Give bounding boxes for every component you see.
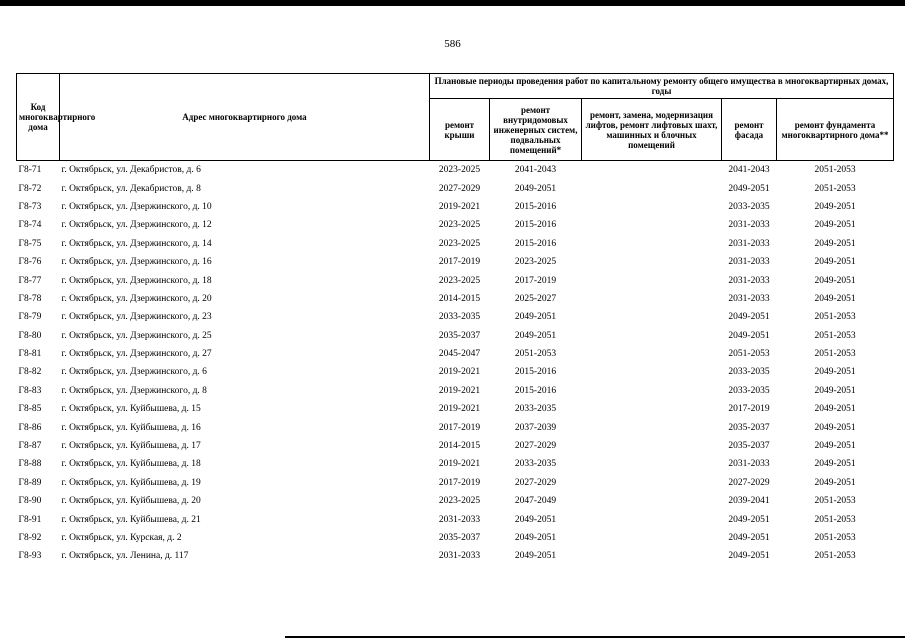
cell-facade: 2017-2019 xyxy=(728,404,770,415)
cell-systems: 2041-2043 xyxy=(514,165,557,176)
cell-address: г. Октябрьск, ул. Куйбышева, д. 15 xyxy=(61,404,201,415)
cell-roof: 2023-2025 xyxy=(438,275,481,286)
cell-code: Г8-83 xyxy=(18,385,42,396)
cell-elevators xyxy=(582,382,722,400)
cell-facade: 2049-2051 xyxy=(728,330,770,341)
table-row xyxy=(17,198,894,216)
cell-address: г. Октябрьск, ул. Дзержинского, д. 27 xyxy=(61,349,212,360)
cell-elevators xyxy=(582,345,722,363)
table-row xyxy=(17,179,894,197)
cell-facade: 2049-2051 xyxy=(728,183,770,194)
cell-foundation: 2051-2053 xyxy=(814,514,856,525)
cell-roof: 2033-2035 xyxy=(438,312,481,323)
cell-roof: 2023-2025 xyxy=(438,496,481,507)
cell-address: г. Октябрьск, ул. Дзержинского, д. 6 xyxy=(61,367,207,378)
cell-elevators xyxy=(582,216,722,234)
cell-roof: 2019-2021 xyxy=(438,201,481,212)
table-row xyxy=(17,492,894,510)
table-row xyxy=(17,327,894,345)
cell-facade: 2031-2033 xyxy=(728,293,770,304)
table-row xyxy=(17,474,894,492)
cell-code: Г8-78 xyxy=(18,293,42,304)
header-periods: Плановые периоды проведения работ по капитальному ремонту общего имущества в многоквартирных домах, годы xyxy=(430,74,894,99)
header-systems: ремонт внутридомовых инженерных систем, подвальных помещений* xyxy=(490,99,582,161)
cell-roof: 2027-2029 xyxy=(438,183,481,194)
cell-code: Г8-88 xyxy=(18,459,42,470)
cell-code: Г8-79 xyxy=(18,312,42,323)
cell-address: г. Октябрьск, ул. Дзержинского, д. 18 xyxy=(61,275,212,286)
cell-systems: 2025-2027 xyxy=(514,293,557,304)
cell-foundation: 2049-2051 xyxy=(814,257,856,268)
cell-address: г. Октябрьск, ул. Куйбышева, д. 20 xyxy=(61,496,201,507)
cell-address: г. Октябрьск, ул. Дзержинского, д. 12 xyxy=(61,220,212,231)
cell-roof: 2014-2015 xyxy=(438,293,481,304)
cell-systems: 2015-2016 xyxy=(514,220,557,231)
cell-roof: 2019-2021 xyxy=(438,404,481,415)
cell-code: Г8-82 xyxy=(18,367,42,378)
cell-elevators xyxy=(582,235,722,253)
cell-address: г. Октябрьск, ул. Дзержинского, д. 25 xyxy=(61,330,212,341)
table-row xyxy=(17,253,894,271)
cell-elevators xyxy=(582,510,722,528)
cell-address: г. Октябрьск, ул. Курская, д. 2 xyxy=(61,533,182,543)
cell-foundation: 2049-2051 xyxy=(814,201,856,212)
table-row xyxy=(17,382,894,400)
cell-elevators xyxy=(582,161,722,180)
header-address: Адрес многоквартирного дома xyxy=(60,74,430,161)
table-row xyxy=(17,161,894,180)
cell-address: г. Октябрьск, ул. Дзержинского, д. 8 xyxy=(61,385,207,396)
cell-address: г. Октябрьск, ул. Дзержинского, д. 16 xyxy=(61,257,212,268)
cell-code: Г8-93 xyxy=(18,551,42,562)
table-row xyxy=(17,216,894,234)
cell-elevators xyxy=(582,437,722,455)
cell-code: Г8-86 xyxy=(18,422,42,433)
cell-foundation: 2051-2053 xyxy=(814,183,856,194)
table-row xyxy=(17,529,894,547)
cell-systems: 2027-2029 xyxy=(514,477,557,488)
top-rule xyxy=(0,0,905,6)
cell-systems: 2015-2016 xyxy=(514,201,557,212)
table-body xyxy=(17,161,894,566)
header-foundation: ремонт фундамента многоквартирного дома** xyxy=(777,99,894,161)
cell-elevators xyxy=(582,547,722,565)
table-row xyxy=(17,345,894,363)
cell-facade: 2035-2037 xyxy=(728,422,770,433)
table-row xyxy=(17,547,894,565)
cell-elevators xyxy=(582,492,722,510)
cell-facade: 2049-2051 xyxy=(728,551,770,562)
cell-roof: 2035-2037 xyxy=(438,330,481,341)
cell-roof: 2014-2015 xyxy=(438,441,481,452)
table-row xyxy=(17,510,894,528)
table-row xyxy=(17,308,894,326)
cell-foundation: 2051-2053 xyxy=(814,165,856,176)
cell-elevators xyxy=(582,400,722,418)
cell-roof: 2023-2025 xyxy=(438,165,481,176)
cell-address: г. Октябрьск, ул. Куйбышева, д. 21 xyxy=(61,514,201,525)
cell-facade: 2049-2051 xyxy=(728,533,770,543)
cell-facade: 2035-2037 xyxy=(728,441,770,452)
cell-address: г. Октябрьск, ул. Куйбышева, д. 16 xyxy=(61,422,201,433)
cell-code: Г8-92 xyxy=(18,533,42,543)
cell-foundation: 2049-2051 xyxy=(814,293,856,304)
header-elevators: ремонт, замена, модернизация лифтов, ремонт лифтовых шахт, машинных и блочных помещений xyxy=(582,99,722,161)
cell-systems: 2047-2049 xyxy=(514,496,557,507)
cell-roof: 2017-2019 xyxy=(438,422,481,433)
table-row xyxy=(17,437,894,455)
cell-systems: 2037-2039 xyxy=(514,422,557,433)
cell-facade: 2049-2051 xyxy=(728,312,770,323)
cell-roof: 2019-2021 xyxy=(438,459,481,470)
cell-foundation: 2049-2051 xyxy=(814,275,856,286)
cell-systems: 2049-2051 xyxy=(514,533,557,543)
cell-address: г. Октябрьск, ул. Куйбышева, д. 19 xyxy=(61,477,201,488)
cell-elevators xyxy=(582,290,722,308)
cell-foundation: 2049-2051 xyxy=(814,459,856,470)
cell-address: г. Октябрьск, ул. Дзержинского, д. 10 xyxy=(61,201,212,212)
cell-facade: 2031-2033 xyxy=(728,275,770,286)
cell-code: Г8-89 xyxy=(18,477,42,488)
cell-systems: 2015-2016 xyxy=(514,238,557,249)
cell-facade: 2049-2051 xyxy=(728,514,770,525)
cell-foundation: 2051-2053 xyxy=(814,551,856,562)
cell-systems: 2051-2053 xyxy=(514,349,557,360)
cell-systems: 2017-2019 xyxy=(514,275,557,286)
cell-foundation: 2051-2053 xyxy=(814,330,856,341)
page-number: 586 xyxy=(444,38,461,50)
cell-code: Г8-87 xyxy=(18,441,42,452)
cell-systems: 2027-2029 xyxy=(514,441,557,452)
cell-facade: 2031-2033 xyxy=(728,459,770,470)
cell-elevators xyxy=(582,253,722,271)
cell-facade: 2033-2035 xyxy=(728,201,770,212)
table-row xyxy=(17,235,894,253)
cell-systems: 2015-2016 xyxy=(514,367,557,378)
header-roof: ремонт крыши xyxy=(430,99,490,161)
cell-address: г. Октябрьск, ул. Дзержинского, д. 14 xyxy=(61,238,212,249)
cell-roof: 2023-2025 xyxy=(438,220,481,231)
cell-facade: 2039-2041 xyxy=(728,496,770,507)
cell-facade: 2033-2035 xyxy=(728,385,770,396)
cell-facade: 2031-2033 xyxy=(728,238,770,249)
table-row xyxy=(17,455,894,473)
cell-address: г. Октябрьск, ул. Декабристов, д. 8 xyxy=(61,183,201,194)
cell-systems: 2049-2051 xyxy=(514,330,557,341)
cell-foundation: 2051-2053 xyxy=(814,533,856,543)
table-row xyxy=(17,400,894,418)
cell-elevators xyxy=(582,179,722,197)
cell-elevators xyxy=(582,418,722,436)
cell-roof: 2031-2033 xyxy=(438,551,481,562)
cell-address: г. Октябрьск, ул. Куйбышева, д. 18 xyxy=(61,459,201,470)
cell-code: Г8-81 xyxy=(18,349,42,360)
table-row xyxy=(17,363,894,381)
cell-systems: 2049-2051 xyxy=(514,551,557,562)
cell-systems: 2033-2035 xyxy=(514,404,557,415)
cell-foundation: 2051-2053 xyxy=(814,349,856,360)
cell-foundation: 2049-2051 xyxy=(814,441,856,452)
cell-systems: 2023-2025 xyxy=(514,257,557,268)
cell-code: Г8-90 xyxy=(18,496,42,507)
cell-roof: 2019-2021 xyxy=(438,385,481,396)
cell-address: г. Октябрьск, ул. Куйбышева, д. 17 xyxy=(61,441,201,452)
cell-foundation: 2049-2051 xyxy=(814,404,856,415)
cell-code: Г8-77 xyxy=(18,275,42,286)
cell-systems: 2049-2051 xyxy=(514,514,557,525)
cell-foundation: 2051-2053 xyxy=(814,312,856,323)
cell-elevators xyxy=(582,474,722,492)
cell-roof: 2017-2019 xyxy=(438,257,481,268)
repair-plan-table xyxy=(16,73,894,566)
cell-facade: 2031-2033 xyxy=(728,257,770,268)
cell-roof: 2023-2025 xyxy=(438,238,481,249)
cell-foundation: 2049-2051 xyxy=(814,385,856,396)
cell-code: Г8-76 xyxy=(18,257,42,268)
cell-roof: 2045-2047 xyxy=(438,349,481,360)
cell-systems: 2049-2051 xyxy=(514,183,557,194)
header-code: Код многоквартирного дома xyxy=(17,74,60,161)
cell-systems: 2015-2016 xyxy=(514,385,557,396)
cell-address: г. Октябрьск, ул. Дзержинского, д. 20 xyxy=(61,293,212,304)
cell-roof: 2035-2037 xyxy=(438,533,481,543)
cell-code: Г8-73 xyxy=(18,201,42,212)
cell-roof: 2017-2019 xyxy=(438,477,481,488)
table-row xyxy=(17,418,894,436)
cell-facade: 2051-2053 xyxy=(728,349,770,360)
cell-elevators xyxy=(582,327,722,345)
cell-facade: 2041-2043 xyxy=(728,165,770,176)
cell-code: Г8-85 xyxy=(18,404,42,415)
cell-elevators xyxy=(582,271,722,289)
cell-code: Г8-75 xyxy=(18,238,42,249)
cell-code: Г8-91 xyxy=(18,514,42,525)
cell-elevators xyxy=(582,529,722,547)
cell-foundation: 2049-2051 xyxy=(814,422,856,433)
cell-elevators xyxy=(582,455,722,473)
cell-foundation: 2049-2051 xyxy=(814,238,856,249)
cell-address: г. Октябрьск, ул. Дзержинского, д. 23 xyxy=(61,312,212,323)
bottom-rule xyxy=(285,636,905,638)
cell-code: Г8-80 xyxy=(18,330,42,341)
cell-code: Г8-74 xyxy=(18,220,42,231)
cell-foundation: 2049-2051 xyxy=(814,367,856,378)
cell-foundation: 2049-2051 xyxy=(814,220,856,231)
cell-facade: 2027-2029 xyxy=(728,477,770,488)
cell-code: Г8-72 xyxy=(18,183,42,194)
cell-foundation: 2051-2053 xyxy=(814,496,856,507)
cell-address: г. Октябрьск, ул. Ленина, д. 117 xyxy=(61,551,189,562)
cell-elevators xyxy=(582,308,722,326)
cell-foundation: 2049-2051 xyxy=(814,477,856,488)
cell-elevators xyxy=(582,198,722,216)
cell-facade: 2033-2035 xyxy=(728,367,770,378)
cell-roof: 2019-2021 xyxy=(438,367,481,378)
table-row xyxy=(17,290,894,308)
header-facade: ремонт фасада xyxy=(722,99,777,161)
cell-systems: 2033-2035 xyxy=(514,459,557,470)
cell-address: г. Октябрьск, ул. Декабристов, д. 6 xyxy=(61,165,201,176)
cell-roof: 2031-2033 xyxy=(438,514,481,525)
table-row xyxy=(17,271,894,289)
cell-facade: 2031-2033 xyxy=(728,220,770,231)
cell-systems: 2049-2051 xyxy=(514,312,557,323)
cell-elevators xyxy=(582,363,722,381)
cell-code: Г8-71 xyxy=(18,165,42,176)
